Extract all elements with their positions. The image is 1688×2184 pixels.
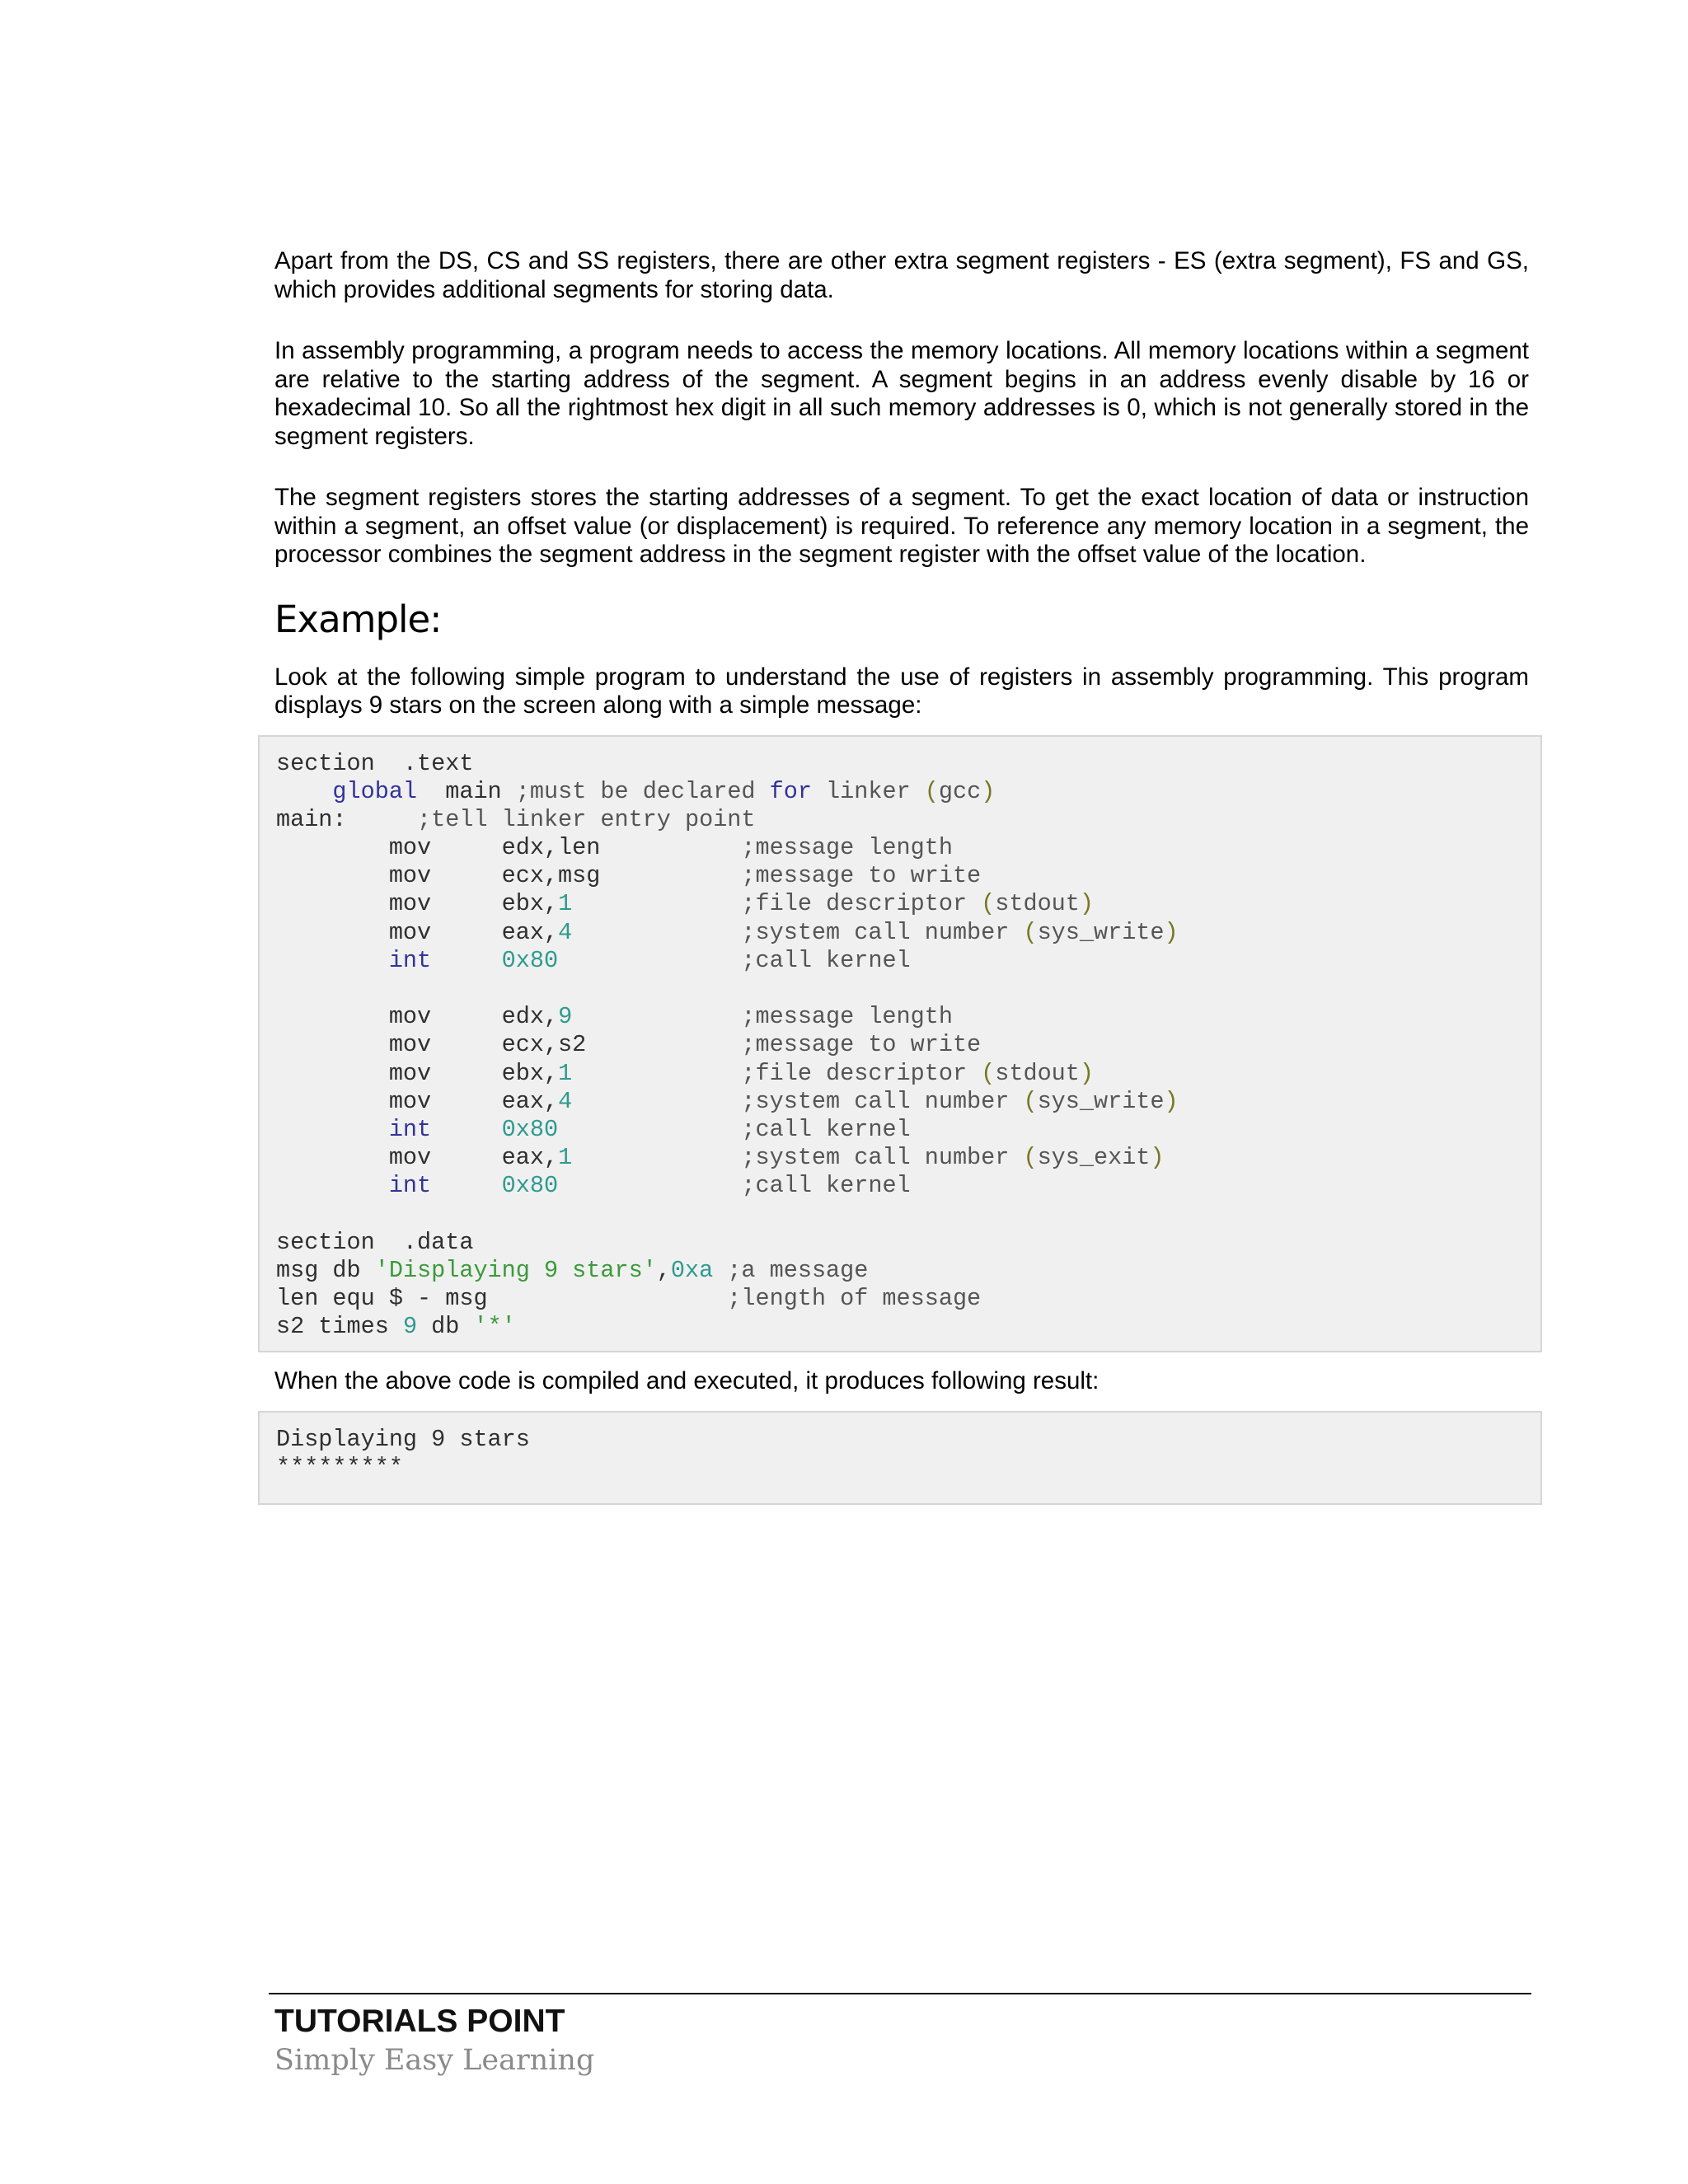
- example-heading: Example:: [274, 597, 442, 641]
- page-content: [274, 247, 1529, 1505]
- code-block: [258, 735, 1542, 1353]
- page-footer: [269, 1993, 1531, 2079]
- code-line: mov eax,4 ;system call number (sys_write): [276, 918, 1179, 946]
- code-line: mov eax,1 ;system call number (sys_exit): [276, 1144, 1165, 1172]
- code-line: s2 times 9 db '*': [276, 1313, 516, 1341]
- code-line: mov eax,4 ;system call number (sys_write): [276, 1087, 1179, 1115]
- code-line: main: ;tell linker entry point: [276, 805, 756, 833]
- code-line: len equ $ - msg ;length of message: [276, 1285, 982, 1313]
- code-line: int 0x80 ;call kernel: [388, 946, 911, 974]
- code-listing: [260, 750, 1540, 1342]
- footer-brand: TUTORIALS POINT: [274, 2004, 565, 2039]
- output-block: [258, 1411, 1542, 1505]
- code-line: mov ebx,1 ;file descriptor (stdout): [276, 1059, 1094, 1087]
- code-line: mov ebx,1 ;file descriptor (stdout): [276, 890, 1094, 918]
- code-line: int 0x80 ;call kernel: [388, 1172, 911, 1200]
- footer-tagline: Simply Easy Learning: [274, 2044, 595, 2077]
- code-line: int 0x80 ;call kernel: [388, 1115, 911, 1143]
- code-line: msg db 'Displaying 9 stars',0xa ;a message: [276, 1256, 869, 1284]
- output-line: Displaying 9 stars: [276, 1425, 530, 1453]
- result-label: When the above code is compiled and executed, it produces following result:: [274, 1367, 1100, 1395]
- paragraph-memory-locations: In assembly programming, a program needs to access the memory locations. All memory locations within a segment are relative to the starting address of the segment. A segment begins in an address evenly disable by 16 or hexadecimal 10. So all the rightmost hex digit in all such memory addresses is 0, which is not generally stored in the segment registers.: [274, 337, 1529, 450]
- code-line: section .text: [276, 749, 474, 777]
- code-line: mov edx,len ;message length: [276, 834, 953, 862]
- paragraph-extra-segments: Apart from the DS, CS and SS registers, there are other extra segment registers - ES (extra segment), FS and GS, which provides additional segments for storing data.: [274, 247, 1529, 303]
- code-line: [276, 975, 1540, 1003]
- code-line: mov edx,9 ;message length: [276, 1003, 953, 1031]
- code-line: global main ;must be declared for linker (gcc): [332, 777, 996, 805]
- code-line: section .data: [276, 1228, 474, 1256]
- footer-divider: [269, 1993, 1531, 1994]
- paragraph-segment-offset: The segment registers stores the starting addresses of a segment. To get the exact location of data or instruction within a segment, an offset value (or displacement) is required. To reference any memory location in a segment, the processor combines the segment address in the segment register with the offset value of the location.: [274, 484, 1529, 568]
- code-line: [276, 1201, 1540, 1229]
- output-listing: [260, 1426, 1540, 1482]
- output-line: *********: [276, 1454, 403, 1482]
- code-line: mov ecx,s2 ;message to write: [276, 1031, 982, 1059]
- example-intro: Look at the following simple program to understand the use of registers in assembly programming. This program displays 9 stars on the screen along with a simple message:: [274, 663, 1529, 719]
- code-line: mov ecx,msg ;message to write: [276, 862, 982, 890]
